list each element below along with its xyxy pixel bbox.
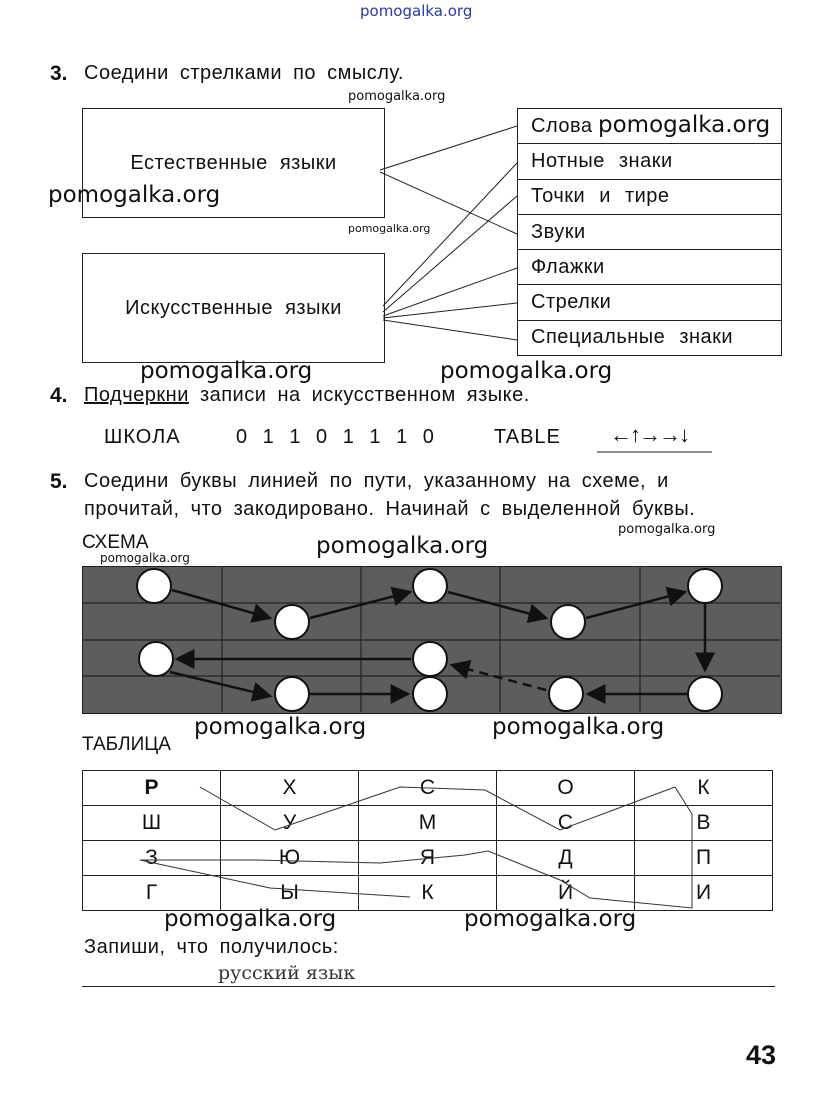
task-3-number: 3. bbox=[50, 62, 68, 85]
table-cell: Ш bbox=[83, 806, 221, 841]
table-row bbox=[83, 806, 773, 841]
watermark-big: pomogalka.org bbox=[440, 358, 613, 384]
task-5-number: 5. bbox=[50, 470, 68, 493]
watermark-small: pomogalka.org bbox=[100, 551, 190, 565]
scheme-label: СХЕМА bbox=[82, 532, 149, 553]
write-prompt: Запиши, что получилось: bbox=[84, 936, 339, 958]
watermark-big: pomogalka.org bbox=[598, 112, 771, 138]
item-tochki-i-tire bbox=[518, 180, 781, 215]
task-3-instruction: Соедини стрелками по смыслу. bbox=[84, 62, 404, 84]
watermark-big: pomogalka.org bbox=[194, 714, 367, 740]
watermark-big: pomogalka.org bbox=[464, 906, 637, 932]
answer-line bbox=[82, 986, 775, 987]
item-zvuki bbox=[518, 215, 781, 250]
line-artificial-flags bbox=[383, 268, 517, 316]
task-5-line-1: Соедини буквы линией по пути, указанному на схеме, и bbox=[84, 470, 669, 492]
table-cell: З bbox=[83, 841, 221, 876]
sequence-shkola: ШКОЛА bbox=[104, 426, 181, 448]
table-cell: Й bbox=[497, 876, 635, 911]
table-cell: К bbox=[359, 876, 497, 911]
task-3-item-list bbox=[517, 108, 782, 356]
table-label: ТАБЛИЦА bbox=[82, 734, 171, 755]
table-cell: Ю bbox=[221, 841, 359, 876]
watermark-small: pomogalka.org bbox=[348, 222, 431, 235]
task-4-instruction-rest: записи на искусственном языке. bbox=[199, 384, 530, 406]
item-label: Флажки bbox=[531, 255, 605, 278]
item-flazhki bbox=[518, 250, 781, 285]
table-cell: К bbox=[635, 771, 773, 806]
task-4-number: 4. bbox=[50, 384, 68, 407]
item-label: Стрелки bbox=[531, 291, 612, 314]
line-artificial-special bbox=[383, 320, 517, 340]
watermark-top: pomogalka.org bbox=[360, 2, 473, 20]
table-row bbox=[83, 841, 773, 876]
item-label: Специальные знаки bbox=[531, 326, 734, 349]
item-label: Звуки bbox=[531, 220, 586, 243]
table-cell: М bbox=[359, 806, 497, 841]
watermark-big: pomogalka.org bbox=[48, 182, 221, 208]
item-label: Слова bbox=[531, 114, 593, 137]
box-natural-label: Естественные языки bbox=[130, 151, 337, 174]
line-artificial-arrows bbox=[383, 303, 517, 318]
scheme-grid bbox=[82, 566, 782, 714]
item-label: Нотные знаки bbox=[531, 149, 673, 172]
task-5-line-2: прочитай, что закодировано. Начинай с выделенной буквы. bbox=[84, 498, 696, 520]
watermark-big: pomogalka.org bbox=[164, 906, 337, 932]
table-cell: И bbox=[635, 876, 773, 911]
task-4-instruction bbox=[84, 384, 530, 407]
table-cell: П bbox=[635, 841, 773, 876]
line-artificial-dots bbox=[383, 196, 517, 312]
item-specialnye-znaki bbox=[518, 321, 781, 356]
line-natural-slova bbox=[380, 126, 517, 170]
table-cell: Х bbox=[221, 771, 359, 806]
sequence-arrows: ←↑→→↓ bbox=[610, 422, 688, 447]
letter-table bbox=[82, 770, 773, 911]
item-label: Точки и тире bbox=[531, 185, 670, 208]
table-cell: С bbox=[497, 806, 635, 841]
page-number: 43 bbox=[746, 1040, 777, 1070]
table-cell: В bbox=[635, 806, 773, 841]
item-strelki bbox=[518, 285, 781, 320]
watermark-small: pomogalka.org bbox=[618, 522, 716, 537]
table-cell: Г bbox=[83, 876, 221, 911]
table-cell: У bbox=[221, 806, 359, 841]
table-cell-start: Р bbox=[83, 771, 221, 806]
table-cell: С bbox=[359, 771, 497, 806]
handwritten-answer: русский язык bbox=[218, 962, 356, 984]
watermark-big: pomogalka.org bbox=[140, 358, 313, 384]
sequence-table: TABLE bbox=[494, 426, 561, 448]
watermark-small: pomogalka.org bbox=[348, 89, 446, 104]
box-artificial-label: Искусственные языки bbox=[125, 296, 342, 319]
table-cell: Я bbox=[359, 841, 497, 876]
table-cell: Ы bbox=[221, 876, 359, 911]
box-artificial-languages bbox=[82, 253, 385, 363]
item-notnye-znaki bbox=[518, 144, 781, 179]
table-cell: Д bbox=[497, 841, 635, 876]
table-row bbox=[83, 771, 773, 806]
table-cell: О bbox=[497, 771, 635, 806]
task-4-underline-word: Подчеркни bbox=[84, 384, 189, 406]
watermark-big: pomogalka.org bbox=[316, 533, 489, 559]
sequence-binary: 0 1 1 0 1 1 1 0 bbox=[236, 426, 435, 448]
watermark-big: pomogalka.org bbox=[492, 714, 665, 740]
